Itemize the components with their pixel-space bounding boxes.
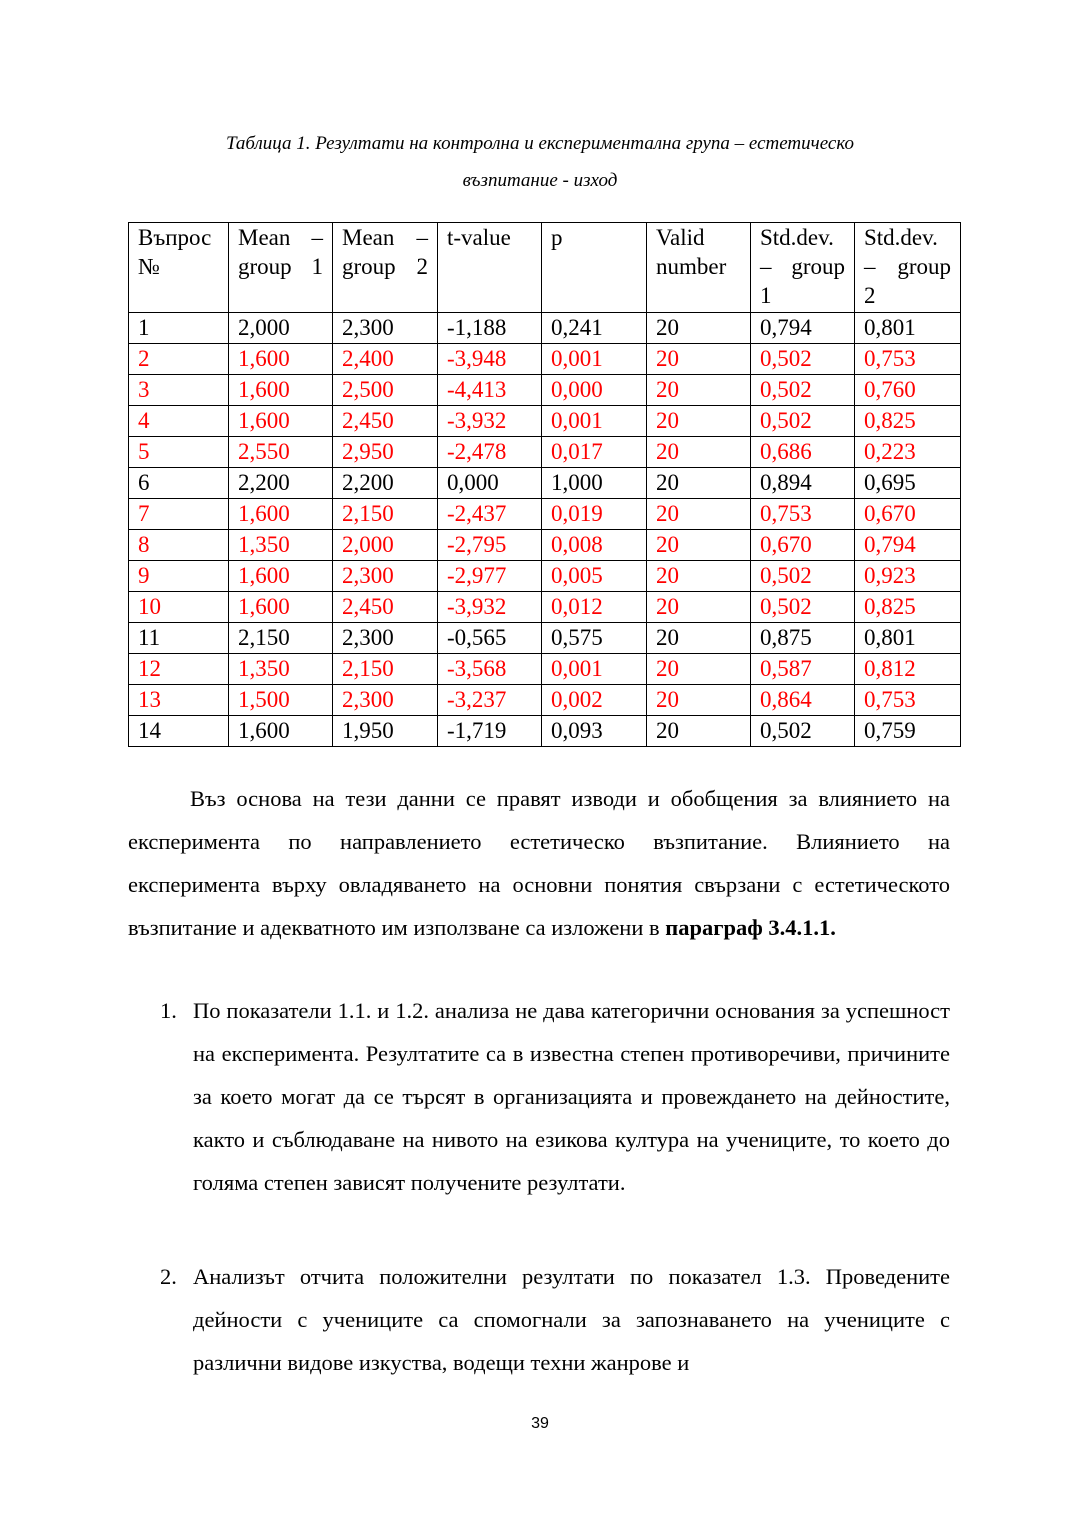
table-row	[129, 654, 961, 685]
cell-mean-1: 1,600	[229, 561, 333, 592]
cell-mean-1: 1,600	[229, 716, 333, 747]
cell-std-dev-2: 0,794	[855, 530, 961, 561]
table-caption-line-2: възпитание - изход	[462, 170, 618, 191]
cell-std-dev-2: 0,695	[855, 468, 961, 499]
table-row	[129, 406, 961, 437]
table-row	[129, 437, 961, 468]
header-mean-group-1: Mean – group 1	[229, 223, 333, 313]
cell-valid-number: 20	[647, 499, 751, 530]
cell-std-dev-1: 0,894	[751, 468, 855, 499]
cell-std-dev-2: 0,801	[855, 313, 961, 344]
cell-valid-number: 20	[647, 344, 751, 375]
cell-p: 0,002	[542, 685, 647, 716]
cell-mean-2: 2,500	[333, 375, 438, 406]
cell-std-dev-1: 0,502	[751, 375, 855, 406]
table-row	[129, 344, 961, 375]
cell-question: 5	[129, 437, 229, 468]
cell-p: 0,019	[542, 499, 647, 530]
cell-t-value: -2,795	[438, 530, 542, 561]
cell-t-value: -1,188	[438, 313, 542, 344]
table-row	[129, 530, 961, 561]
cell-t-value: 0,000	[438, 468, 542, 499]
table-row	[129, 561, 961, 592]
cell-std-dev-1: 0,686	[751, 437, 855, 468]
cell-mean-1: 1,600	[229, 375, 333, 406]
cell-p: 0,001	[542, 344, 647, 375]
cell-std-dev-2: 0,753	[855, 344, 961, 375]
cell-p: 0,001	[542, 406, 647, 437]
cell-question: 4	[129, 406, 229, 437]
cell-std-dev-1: 0,753	[751, 499, 855, 530]
cell-std-dev-2: 0,760	[855, 375, 961, 406]
cell-t-value: -2,977	[438, 561, 542, 592]
list-item: Анализът отчита положителни резултати по показател 1.3. Проведените дейности с учениците са спомогнали за запознаването на учениците с различни видове изкуства, водещи техни жанрове и	[193, 1264, 950, 1375]
cell-std-dev-1: 0,502	[751, 592, 855, 623]
header-mean-group-2: Mean – group 2	[333, 223, 438, 313]
table-row	[129, 685, 961, 716]
cell-question: 7	[129, 499, 229, 530]
cell-t-value: -2,437	[438, 499, 542, 530]
header-std-dev-group-1: Std.dev. – group 1	[751, 223, 855, 313]
page-number: 39	[531, 1415, 549, 1432]
cell-question: 10	[129, 592, 229, 623]
cell-p: 0,000	[542, 375, 647, 406]
cell-t-value: -3,568	[438, 654, 542, 685]
cell-mean-2: 2,450	[333, 592, 438, 623]
cell-p: 0,241	[542, 313, 647, 344]
cell-mean-2: 2,300	[333, 561, 438, 592]
cell-question: 12	[129, 654, 229, 685]
cell-t-value: -3,237	[438, 685, 542, 716]
cell-mean-1: 1,500	[229, 685, 333, 716]
cell-std-dev-1: 0,670	[751, 530, 855, 561]
cell-question: 1	[129, 313, 229, 344]
cell-valid-number: 20	[647, 592, 751, 623]
cell-valid-number: 20	[647, 437, 751, 468]
cell-std-dev-1: 0,502	[751, 716, 855, 747]
cell-mean-1: 2,000	[229, 313, 333, 344]
cell-t-value: -0,565	[438, 623, 542, 654]
cell-std-dev-1: 0,875	[751, 623, 855, 654]
cell-mean-2: 2,300	[333, 313, 438, 344]
cell-mean-1: 2,200	[229, 468, 333, 499]
cell-std-dev-2: 0,825	[855, 406, 961, 437]
cell-question: 3	[129, 375, 229, 406]
table-row	[129, 375, 961, 406]
cell-p: 0,093	[542, 716, 647, 747]
cell-std-dev-2: 0,812	[855, 654, 961, 685]
cell-valid-number: 20	[647, 468, 751, 499]
cell-p: 0,575	[542, 623, 647, 654]
cell-t-value: -3,932	[438, 592, 542, 623]
cell-valid-number: 20	[647, 406, 751, 437]
cell-std-dev-1: 0,502	[751, 406, 855, 437]
cell-question: 2	[129, 344, 229, 375]
cell-std-dev-2: 0,923	[855, 561, 961, 592]
cell-mean-2: 2,200	[333, 468, 438, 499]
cell-mean-2: 2,000	[333, 530, 438, 561]
cell-valid-number: 20	[647, 685, 751, 716]
cell-mean-2: 2,300	[333, 685, 438, 716]
cell-std-dev-1: 0,587	[751, 654, 855, 685]
cell-mean-1: 2,550	[229, 437, 333, 468]
cell-valid-number: 20	[647, 530, 751, 561]
cell-question: 9	[129, 561, 229, 592]
results-table	[128, 222, 961, 747]
body-paragraph	[128, 777, 950, 949]
cell-mean-2: 2,950	[333, 437, 438, 468]
list-item-number: 2.	[160, 1264, 177, 1289]
cell-std-dev-1: 0,864	[751, 685, 855, 716]
cell-mean-2: 2,300	[333, 623, 438, 654]
cell-t-value: -2,478	[438, 437, 542, 468]
cell-std-dev-1: 0,502	[751, 561, 855, 592]
cell-mean-1: 1,350	[229, 530, 333, 561]
cell-mean-2: 2,150	[333, 654, 438, 685]
table-row	[129, 623, 961, 654]
cell-p: 0,008	[542, 530, 647, 561]
header-valid-number: Valid number	[647, 223, 751, 313]
cell-mean-1: 2,150	[229, 623, 333, 654]
cell-question: 13	[129, 685, 229, 716]
cell-std-dev-2: 0,825	[855, 592, 961, 623]
cell-t-value: -3,932	[438, 406, 542, 437]
cell-std-dev-2: 0,753	[855, 685, 961, 716]
table-row	[129, 499, 961, 530]
header-std-dev-group-2: Std.dev. – group 2	[855, 223, 961, 313]
paragraph-text: Въз основа на тези данни се правят изводи и обобщения за влиянието на експеримента по направлението естетическо възпитание. Влиянието на експеримента върху овладяването на основни понятия свързани с естетическото възпитание и адекватното им използване са изложени в	[128, 786, 950, 940]
cell-valid-number: 20	[647, 716, 751, 747]
cell-mean-1: 1,600	[229, 499, 333, 530]
list-item: По показатели 1.1. и 1.2. анализа не дава категорични основания за успешност на експеримента. Резултатите са в известна степен противоречиви, причините за което могат да се търсят в организацията и провеждането на дейностите, както и съблюдаване на нивото на езикова култура на учениците, то което до голяма степен зависят получените резултати.	[193, 998, 950, 1195]
cell-question: 11	[129, 623, 229, 654]
cell-question: 14	[129, 716, 229, 747]
header-p: p	[542, 223, 647, 313]
cell-mean-1: 1,600	[229, 344, 333, 375]
cell-p: 0,017	[542, 437, 647, 468]
cell-std-dev-1: 0,794	[751, 313, 855, 344]
table-row	[129, 592, 961, 623]
list-item-number: 1.	[160, 998, 177, 1023]
cell-p: 0,001	[542, 654, 647, 685]
cell-valid-number: 20	[647, 654, 751, 685]
cell-t-value: -3,948	[438, 344, 542, 375]
cell-question: 8	[129, 530, 229, 561]
paragraph-reference: параграф 3.4.1.1.	[665, 915, 836, 940]
cell-mean-1: 1,350	[229, 654, 333, 685]
cell-std-dev-2: 0,759	[855, 716, 961, 747]
table-row	[129, 716, 961, 747]
cell-mean-2: 2,400	[333, 344, 438, 375]
table-caption-line-1: Таблица 1. Резултати на контролна и експериментална група – естетическо	[225, 133, 854, 154]
cell-question: 6	[129, 468, 229, 499]
cell-mean-1: 1,600	[229, 406, 333, 437]
cell-mean-2: 2,450	[333, 406, 438, 437]
cell-t-value: -1,719	[438, 716, 542, 747]
cell-std-dev-2: 0,223	[855, 437, 961, 468]
cell-std-dev-2: 0,670	[855, 499, 961, 530]
table-row	[129, 468, 961, 499]
cell-p: 0,005	[542, 561, 647, 592]
cell-p: 1,000	[542, 468, 647, 499]
cell-valid-number: 20	[647, 313, 751, 344]
cell-std-dev-1: 0,502	[751, 344, 855, 375]
cell-valid-number: 20	[647, 561, 751, 592]
cell-p: 0,012	[542, 592, 647, 623]
cell-t-value: -4,413	[438, 375, 542, 406]
table-header-row	[129, 223, 961, 313]
cell-mean-2: 2,150	[333, 499, 438, 530]
cell-mean-1: 1,600	[229, 592, 333, 623]
cell-mean-2: 1,950	[333, 716, 438, 747]
cell-valid-number: 20	[647, 623, 751, 654]
table-row	[129, 313, 961, 344]
cell-std-dev-2: 0,801	[855, 623, 961, 654]
header-t-value: t-value	[438, 223, 542, 313]
cell-valid-number: 20	[647, 375, 751, 406]
header-question: Въпрос №	[129, 223, 229, 313]
